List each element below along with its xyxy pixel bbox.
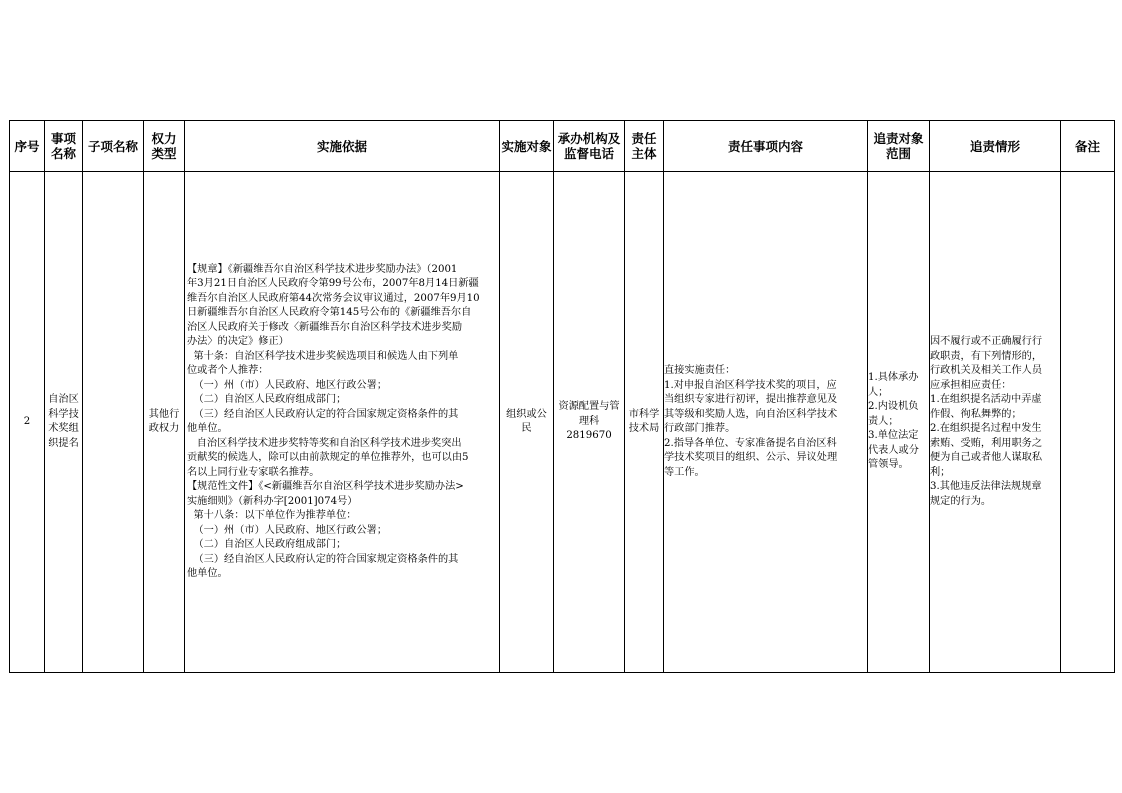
basis-line: 贡献奖的候选人，除可以由前款规定的单位推荐外，也可以由5 [187, 452, 469, 463]
header-situation: 追责情形 [930, 121, 1061, 172]
basis-line: （三）经自治区人民政府认定的符合国家规定资格条件的其 [187, 553, 459, 565]
basis-line: 实施细则》（新科办字[2001]074号） [187, 495, 358, 507]
header-item-name: 事项 名称 [45, 121, 83, 172]
basis-line: 名以上同行业专家联名推荐。 [187, 466, 320, 478]
basis-line: 年3月21日自治区人民政府令第99号公布，2007年8月14日新疆 [187, 278, 479, 289]
cell-power-type: 其他行 政权力 [144, 172, 185, 673]
header-row [10, 121, 1115, 172]
cell-remark [1061, 172, 1115, 673]
cell-basis [185, 172, 500, 673]
cell-seq: 2 [10, 172, 45, 673]
header-sub-item: 子项名称 [83, 121, 144, 172]
header-scope: 追责对象 范围 [868, 121, 930, 172]
cell-item-name: 自治区 科学技 术奖组 织提名 [45, 172, 83, 673]
basis-line: （二）自治区人民政府组成部门； [187, 394, 347, 405]
cell-target: 组织或公 民 [500, 172, 554, 673]
power-list-table [9, 120, 1115, 673]
cell-agency: 资源配置与管 理科 2819670 [554, 172, 625, 673]
header-basis: 实施依据 [185, 121, 500, 172]
table-row [10, 172, 1115, 673]
basis-line: 【规范性文件】《<新疆维吾尔自治区科学技术进步奖励办法> [187, 481, 464, 492]
basis-line: 他单位。 [187, 568, 228, 579]
basis-line: 日新疆维吾尔自治区人民政府令第145号公布的《新疆维吾尔自 [187, 307, 472, 318]
basis-line: 维吾尔自治区人民政府第44次常务会议审议通过，2007年9月10 [187, 292, 480, 304]
header-agency: 承办机构及 监督电话 [554, 121, 625, 172]
header-subject: 责任 主体 [625, 121, 664, 172]
cell-subject: 市科学 技术局 [625, 172, 664, 673]
basis-line: （一）州（市）人民政府、地区行政公署； [187, 379, 388, 391]
basis-line: 他单位。 [187, 423, 228, 434]
basis-line: 办法〉的决定》修正） [187, 336, 289, 347]
basis-text [185, 263, 499, 582]
basis-line: 治区人民政府关于修改〈新疆维吾尔自治区科学技术进步奖励 [187, 321, 463, 333]
cell-sub-item [83, 172, 144, 673]
basis-line: 第十条：自治区科学技术进步奖候选项目和候选人由下列单 [187, 350, 459, 362]
cell-duty: 直接实施责任： 1.对申报自治区科学技术奖的项目，应 当组织专家进行初评，提出推荐意见及 其等级和奖励人选，向自治区科学技术 行政部门推荐。 2.指导各单位、专家准备提名自治区科 学技术奖项目的组织、公示、异议处理 等工作。 [664, 172, 868, 673]
basis-line: 【规章】《新疆维吾尔自治区科学技术进步奖励办法》（2001 [187, 263, 458, 275]
basis-line: （一）州（市）人民政府、地区行政公署； [187, 524, 388, 536]
header-target: 实施对象 [500, 121, 554, 172]
basis-line: （三）经自治区人民政府认定的符合国家规定资格条件的其 [187, 408, 459, 420]
header-power-type: 权力 类型 [144, 121, 185, 172]
cell-situation: 因不履行或不正确履行行 政职责，有下列情形的， 行政机关及相关工作人员 应承担相应责任： 1.在组织提名活动中弄虚 作假、徇私舞弊的； 2.在组织提名过程中发生 索贿、受贿，利用职务之 便为自己或者他人谋取私 利； 3.其他违反法律法规规章 规定的行为。 [930, 172, 1061, 673]
cell-scope: 1.具体承办 人； 2.内设机负 责人； 3.单位法定 代表人或分 管领导。 [868, 172, 930, 673]
basis-line: （二）自治区人民政府组成部门； [187, 539, 347, 550]
basis-line: 第十八条：以下单位作为推荐单位： [187, 510, 357, 521]
basis-line: 位或者个人推荐： [187, 365, 269, 376]
basis-line: 自治区科学技术进步奖特等奖和自治区科学技术进步奖突出 [187, 437, 462, 449]
header-remark: 备注 [1061, 121, 1115, 172]
header-duty: 责任事项内容 [664, 121, 868, 172]
header-seq: 序号 [10, 121, 45, 172]
